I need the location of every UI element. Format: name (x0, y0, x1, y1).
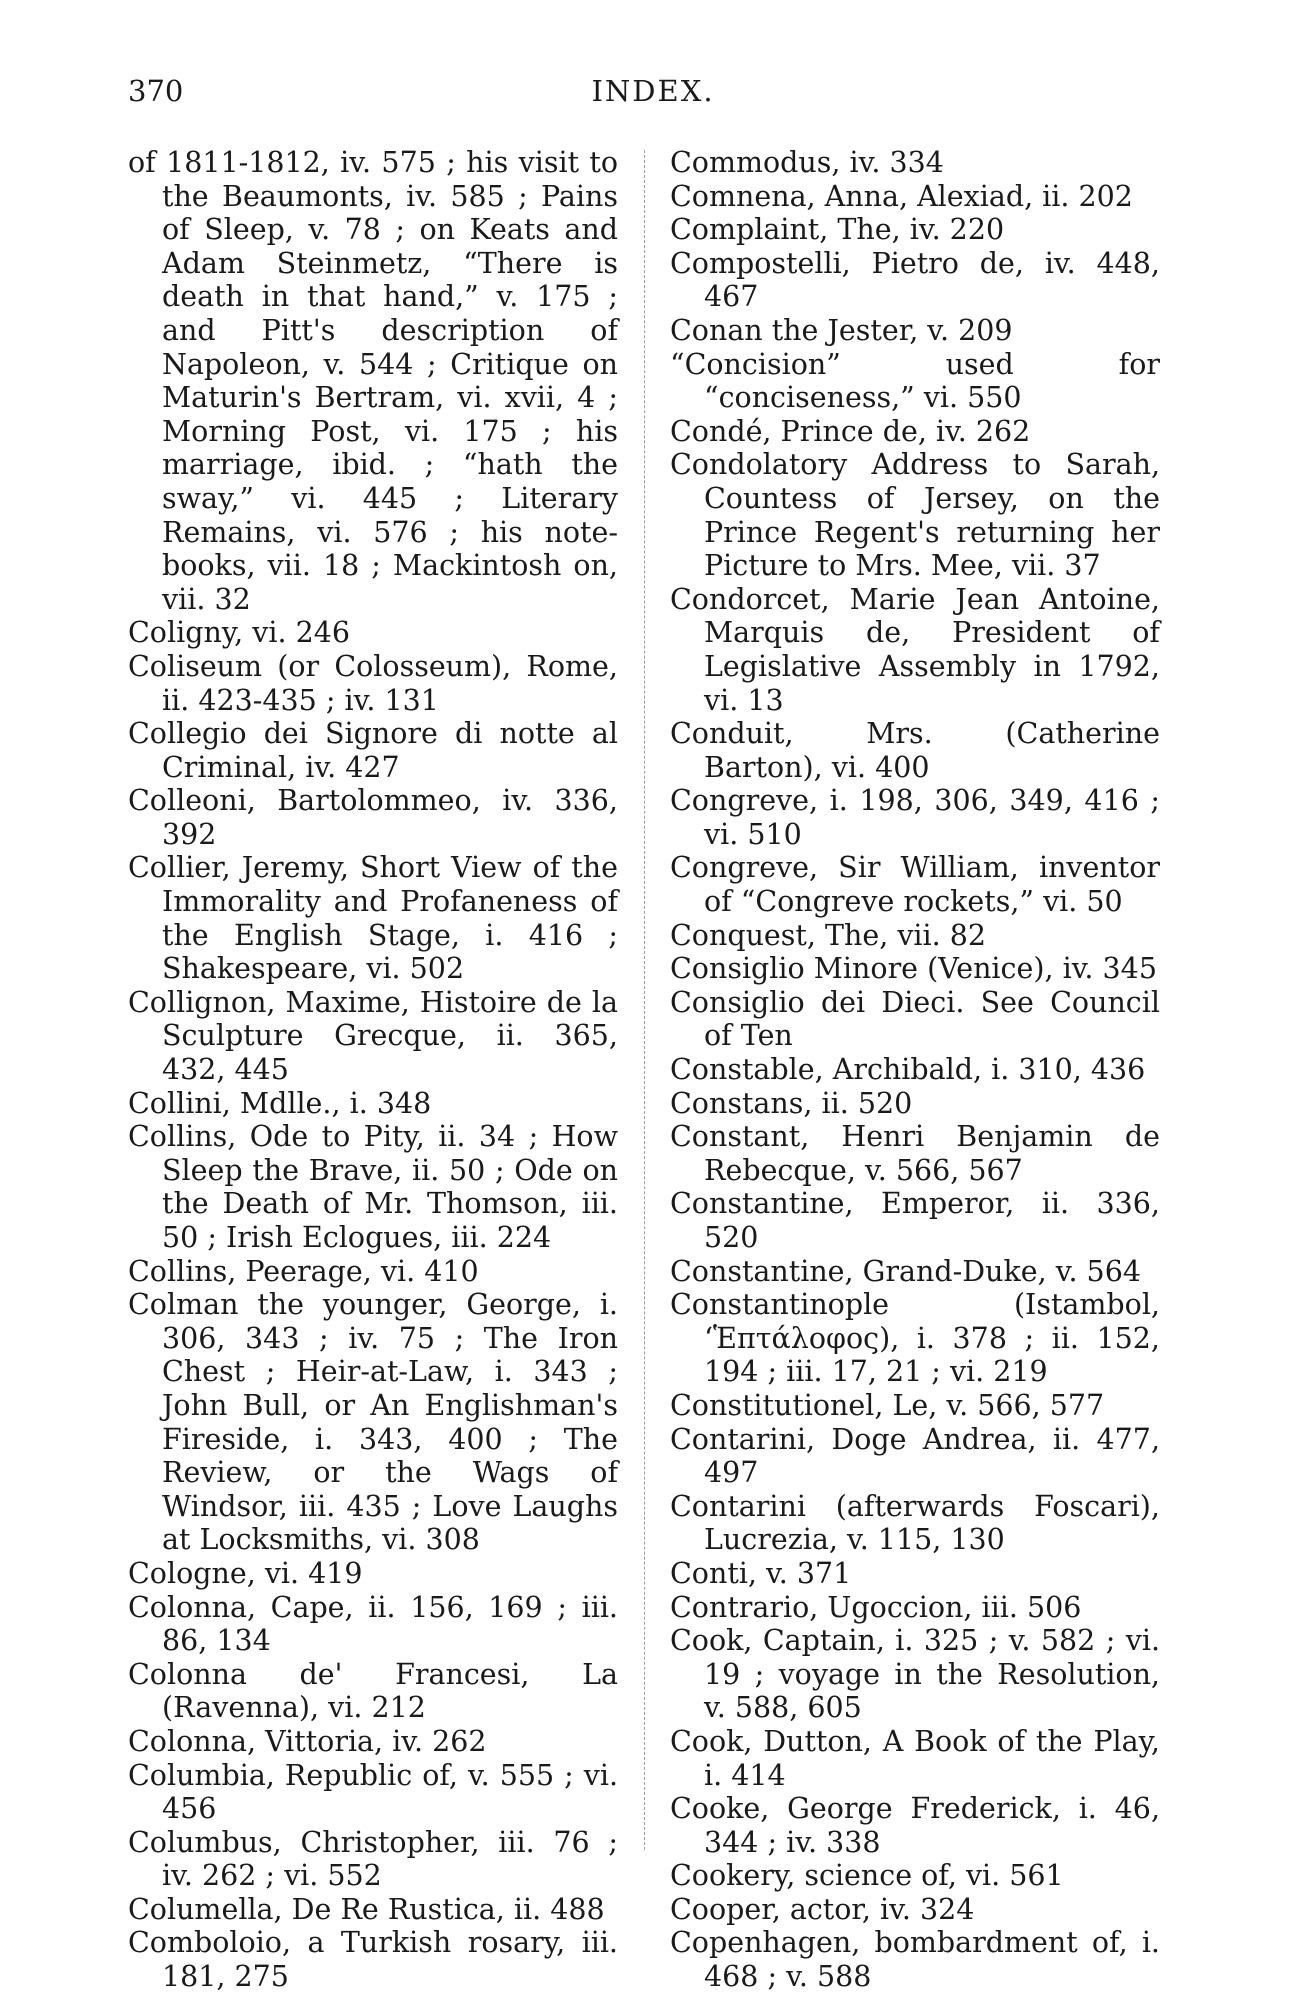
index-entry: Constantine, Emperor, ii. 336, 520 (670, 1187, 1160, 1254)
index-entry: Commodus, iv. 334 (670, 146, 944, 179)
index-entry: Constans, ii. 520 (670, 1086, 913, 1120)
index-entry: Comnena, Anna, Alexiad, ii. 202 (670, 179, 1133, 213)
index-entry: Comboloio, a Turkish rosary, iii. 181, 275 (128, 1926, 618, 1994)
index-entry: Colleoni, Bartolommeo, iv. 336, 392 (128, 784, 618, 851)
index-entry: Constitutionel, Le, v. 566, 577 (670, 1388, 1105, 1422)
index-entry: Cooke, George Frederick, i. 46, 344 ; iv. 338 (670, 1792, 1160, 1859)
index-entry: Columella, De Re Rustica, ii. 488 (128, 1892, 605, 1926)
index-entry: Collignon, Maxime, Histoire de la Sculpture Grecque, ii. 365, 432, 445 (128, 985, 618, 1087)
index-entry: Copenhagen, bombardment of, i. 468 ; v. 588 (670, 1926, 1160, 1994)
index-entry: Conan the Jester, v. 209 (670, 313, 1013, 347)
index-entry: Collins, Ode to Pity, ii. 34 ; How Sleep the Brave, ii. 50 ; Ode on the Death of Mr. Thomson, iii. 50 ; Irish Eclogues, iii. 224 (128, 1120, 618, 1254)
index-entry: Constantinople (Istambol, ‘Ἑπτάλοφος), i. 378 ; ii. 152, 194 ; iii. 17, 21 ; vi. 219 (670, 1288, 1160, 1389)
index-entry: Cooper, actor, iv. 324 (670, 1892, 975, 1926)
index-entry: Contrario, Ugoccion, iii. 506 (670, 1590, 1082, 1624)
index-entry: Compostelli, Pietro de, iv. 448, 467 (670, 246, 1160, 314)
index-entry: Colonna, Cape, ii. 156, 169 ; iii. 86, 134 (128, 1590, 618, 1658)
index-entry: Constable, Archibald, i. 310, 436 (670, 1053, 1146, 1087)
page-header (128, 74, 1178, 114)
index-entry: Condé, Prince de, iv. 262 (670, 414, 1031, 448)
index-entry: Consiglio dei Dieci. See Council of Ten (670, 985, 1160, 1053)
index-entry: Conduit, Mrs. (Catherine Barton), vi. 400 (670, 717, 1160, 784)
index-entry: Columbia, Republic of, v. 555 ; vi. 456 (128, 1758, 618, 1826)
index-entry: Contarini (afterwards Foscari), Lucrezia, v. 115, 130 (670, 1489, 1160, 1557)
index-entry: “Concision” used for “conciseness,” vi. 550 (670, 347, 1160, 415)
page-number: 370 (128, 74, 184, 108)
index-entry: Constantine, Grand-Duke, v. 564 (670, 1254, 1141, 1288)
index-entry: Condorcet, Marie Jean Antoine, Marquis de, President of Legislative Assembly in 1792, vi. 13 (670, 582, 1160, 717)
index-entry: Conquest, The, vii. 82 (670, 918, 987, 952)
index-entry: Constant, Henri Benjamin de Rebecque, v. 566, 567 (670, 1120, 1160, 1187)
index-entry: Collini, Mdlle., i. 348 (128, 1086, 432, 1120)
index-entry: Complaint, The, iv. 220 (670, 213, 1005, 247)
index-entry: Contarini, Doge Andrea, ii. 477, 497 (670, 1422, 1160, 1490)
index-entry: Collier, Jeremy, Short View of the Immorality and Profaneness of the English Stage, i. 416 ; Shakespeare, vi. 502 (128, 851, 618, 986)
index-entry: Collins, Peerage, vi. 410 (128, 1254, 479, 1288)
index-entry: Consiglio Minore (Venice), iv. 345 (670, 952, 1157, 986)
running-title: INDEX. (591, 74, 715, 108)
index-entry: Colman the younger, George, i. 306, 343 ; iv. 75 ; The Iron Chest ; Heir-at-Law, i. 343 ; John Bull, or An Englishman's Fireside, i. 343, 400 ; The Review, or the Wags of Windsor, iii. 435 ; Love Laughs at Locksmiths, vi. 308 (128, 1288, 618, 1557)
index-entry: Collegio dei Signore di notte al Criminal, iv. 427 (128, 717, 618, 784)
index-column-right (670, 146, 1160, 1994)
index-entry: Cook, Captain, i. 325 ; v. 582 ; vi. 19 ; voyage in the Resolution, v. 588, 605 (670, 1624, 1160, 1725)
index-entry: Condolatory Address to Sarah, Countess of Jersey, on the Prince Regent's returning her Picture to Mrs. Mee, vii. 37 (670, 448, 1160, 583)
index-entry: Congreve, i. 198, 306, 349, 416 ; vi. 510 (670, 784, 1160, 851)
index-entry: Conti, v. 371 (670, 1556, 852, 1590)
index-entry: Columbus, Christopher, iii. 76 ; iv. 262 ; vi. 552 (128, 1825, 618, 1893)
index-entry: Coliseum (or Colosseum), Rome, ii. 423-435 ; iv. 131 (128, 649, 618, 717)
index-entry: Colonna de' Francesi, La (Ravenna), vi. 212 (128, 1657, 618, 1725)
index-entry: Cookery, science of, vi. 561 (670, 1859, 1064, 1893)
index-column-left (128, 146, 618, 1994)
column-divider (644, 150, 645, 1850)
index-entry: Coligny, vi. 246 (128, 616, 350, 650)
index-entry: Cook, Dutton, A Book of the Play, i. 414 (670, 1724, 1160, 1792)
index-entry: Cologne, vi. 419 (128, 1556, 363, 1590)
index-entry: Congreve, Sir William, inventor of “Congreve rockets,” vi. 50 (670, 851, 1160, 919)
index-entry: Colonna, Vittoria, iv. 262 (128, 1724, 487, 1758)
index-entry: of 1811-1812, iv. 575 ; his visit to the Beaumonts, iv. 585 ; Pains of Sleep, v. 78 ; on Keats and Adam Steinmetz, “There is death in that hand,” v. 175 ; and Pitt's description of Napoleon, v. 544 ; Critique on Maturin's Bertram, vi. xvii, 4 ; Morning Post, vi. 175 ; his marriage, ibid. ; “hath the sway,” vi. 445 ; Literary Remains, vi. 576 ; his note-books, vii. 18 ; Mackintosh on, vii. 32 (128, 146, 618, 616)
